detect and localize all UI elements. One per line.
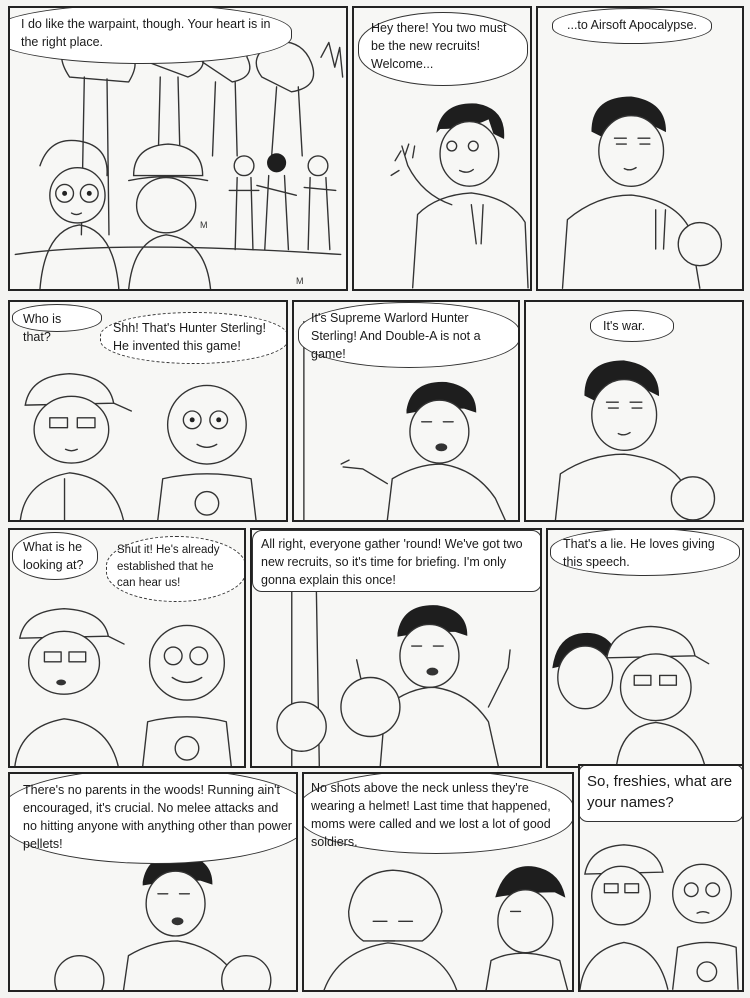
speech-bubble-warpaint: I do like the warpaint, though. Your heart is in the right place. <box>8 6 292 64</box>
panel-12 <box>578 764 744 992</box>
panel-5 <box>292 300 520 522</box>
panel-3 <box>536 6 744 291</box>
speech-bubble-no-shots: No shots above the neck unless they're wearing a helmet! Last time that happened, moms were called and we lost a lot of good soldiers. <box>302 772 574 854</box>
speech-bubble-airsoft-apocalypse: ...to Airsoft Apocalypse. <box>552 8 712 44</box>
speech-bubble-its-war: It's war. <box>590 310 674 342</box>
panel-10 <box>8 772 298 992</box>
artist-mark-1: M <box>200 220 208 230</box>
panel-2 <box>352 6 532 291</box>
hunter-closeup-illustration <box>538 8 742 289</box>
speech-bubble-gather-round: All right, everyone gather 'round! We've got two new recruits, so it's time for briefing. I'm only gonna explain this once! <box>252 530 542 592</box>
panel-4 <box>8 300 288 522</box>
panel-1 <box>8 6 348 291</box>
panel-11 <box>302 772 574 992</box>
panel-8 <box>250 528 542 768</box>
speech-bubble-no-parents: There's no parents in the woods! Running ain't encouraged, it's crucial. No melee attacks and no hitting anyone with anything other than power pellets! <box>8 772 298 864</box>
panel-9 <box>546 528 744 768</box>
speech-bubble-freshies: So, freshies, what are your names? <box>578 764 744 822</box>
whisper-bubble-shut-it: Shut it! He's already established that he can hear us! <box>106 536 246 602</box>
panel-7 <box>8 528 246 768</box>
whisper-bubble-hunter-sterling: Shh! That's Hunter Sterling! He invented this game! <box>100 312 288 364</box>
speech-bubble-who-is-that: Who is that? <box>12 304 102 332</box>
speech-bubble-welcome: Hey there! You two must be the new recruits! Welcome... <box>358 12 528 86</box>
panel-6 <box>524 300 744 522</box>
speech-bubble-supreme-warlord: It's Supreme Warlord Hunter Sterling! And Double-A is not a game! <box>298 302 520 368</box>
speech-bubble-thats-a-lie: That's a lie. He loves giving this speech. <box>550 528 740 576</box>
speech-bubble-what-is-he-looking-at: What is he looking at? <box>12 532 98 580</box>
artist-mark-2: M <box>296 276 304 286</box>
